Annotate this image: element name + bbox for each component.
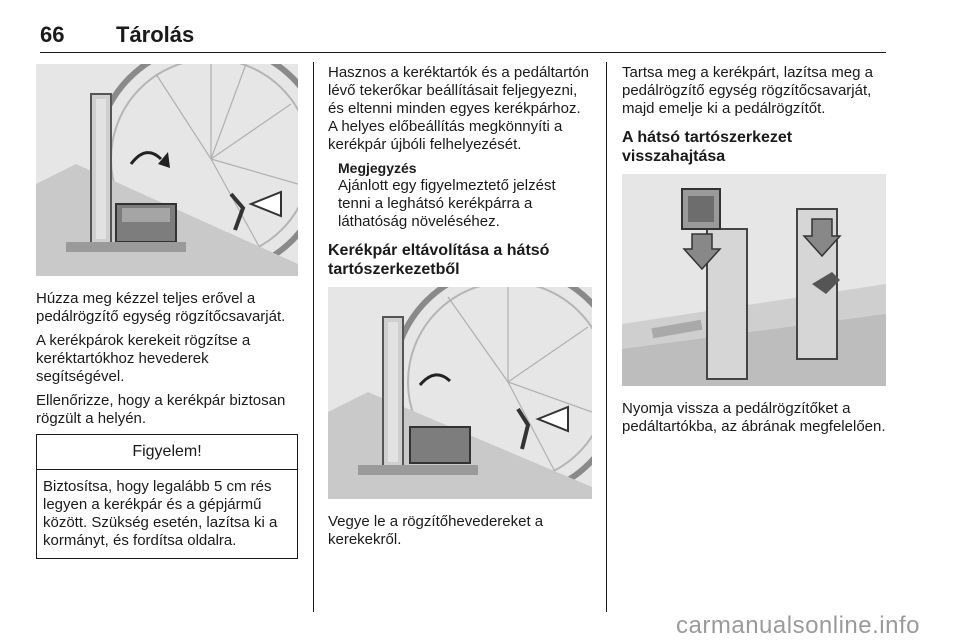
section-heading-fold-back: A hátsó tartószerkezet visszahajtása [622, 129, 793, 165]
bike-rack-pedal-lock-illustration [36, 64, 298, 276]
bike-strap-release-illustration [328, 287, 592, 499]
instruction-strap-wheels: A kerékpárok kerekeit rögzítse a keréktartókhoz hevederek segítségével. [36, 332, 251, 385]
paragraph-settings-note: Hasznos a keréktartók és a pedáltartón lévő tekerőkar beállításait feljegyezni, és eltenni minden egyes kerékpárhoz. A helyes előbeállítás megkönnyíti a kerékpár újbóli felhelyezését. [328, 64, 589, 153]
note-block [328, 160, 592, 231]
column-3 [622, 64, 886, 442]
warning-title: Figyelem! [37, 435, 297, 470]
instruction-check-bike: Ellenőrizze, hogy a kerékpár biztosan rögzült a helyén. [36, 392, 286, 427]
instruction-remove-straps: Vegye le a rögzítőhevedereket a kerekekről. [328, 513, 544, 548]
page-header [40, 22, 886, 53]
chapter-title: Tárolás [116, 22, 195, 47]
note-title: Megjegyzés [338, 160, 417, 176]
instruction-tighten-screw: Húzza meg kézzel teljes erővel a pedálrögzítő egység rögzítőcsavarját. [36, 290, 286, 325]
page-number: 66 [40, 22, 65, 47]
section-heading-remove-bike: Kerékpár eltávolítása a hátsó tartószerkezetből [328, 242, 550, 278]
watermark-text: carmanualsonline.info [676, 612, 920, 639]
note-text: Ajánlott egy figyelmeztető jelzést tenni a leghátsó kerékpárra a láthatóság növeléséhez. [338, 177, 556, 230]
column-divider [313, 62, 314, 612]
warning-box [36, 434, 298, 559]
instruction-push-pedal-locks: Nyomja vissza a pedálrögzítőket a pedáltartókba, az ábrának megfelelően. [622, 400, 886, 435]
warning-text: Biztosítsa, hogy legalább 5 cm rés legyen a kerékpár és a gépjármű között. Szükség esetén, lazítsa ki a kormányt, és fordítsa oldalra. [43, 478, 278, 549]
rack-fold-back-illustration [622, 174, 886, 386]
column-2 [328, 64, 592, 555]
column-1 [36, 64, 298, 559]
instruction-lift-pedal-lock: Tartsa meg a kerékpárt, lazítsa meg a pedálrögzítő egység rögzítőcsavarját, majd emelje ki a pedálrögzítőt. [622, 64, 873, 117]
column-divider [606, 62, 607, 612]
